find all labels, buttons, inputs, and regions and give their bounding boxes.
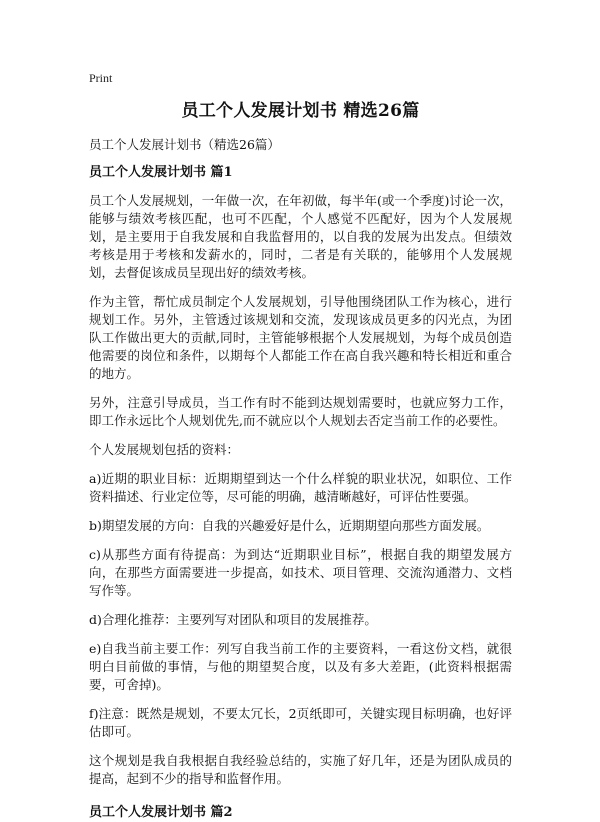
list-item-f: f)注意：既然是规划，不要太冗长，2页纸即可，关键实现目标明确，也好评估即可。 <box>89 706 512 739</box>
section-heading-2: 员工个人发展计划书 篇2 <box>89 805 233 820</box>
paragraph: 这个规划是我自我根据自我经验总结的，实施了好几年，还是为团队成员的提高，起到不少的指导和监督作用。 <box>89 753 512 786</box>
list-item-a: a)近期的职业目标：近期期望到达一个什么样貌的职业状况，如职位、工作资料描述、行业定位等，尽可能的明确，越清晰越好，可评估性要强。 <box>89 471 512 504</box>
print-link[interactable]: Print <box>89 71 113 85</box>
list-item-b: b)期望发展的方向：自我的兴趣爱好是什么，近期期望向那些方面发展。 <box>89 518 490 533</box>
list-item-d: d)合理化推荐：主要列写对团队和项目的发展推荐。 <box>89 612 377 627</box>
list-item-e: e)自我当前主要工作：列写自我当前工作的主要资料，一看这份文档，就很明白目前做的事情，与他的期望契合度，以及有多大差距，(此资料根据需要，可舍掉)。 <box>89 641 512 692</box>
paragraph: 个人发展规划包括的资料： <box>89 442 240 457</box>
paragraph: 作为主管，帮忙成员制定个人发展规划，引导他围绕团队工作为核心，进行规划工作。另外，主管透过该规划和交流，发现该成员更多的闪光点，为团队工作做出更大的贡献,同时，主管能够根据个人发展规划，为每个成员创造他需要的岗位和条件，以期每个人都能工作在高自我兴趣和特长相近和重合的地方。 <box>89 294 512 381</box>
paragraph: 另外，注意引导成员，当工作有时不能到达规划需要时，也就应努力工作，即工作永远比个人规划优先,而不就应以个人规划去否定当前工作的必要性。 <box>89 395 512 428</box>
page-title: 员工个人发展计划书 精选26篇 <box>181 101 420 121</box>
section-heading-1: 员工个人发展计划书 篇1 <box>89 165 233 180</box>
paragraph: 员工个人发展规划，一年做一次，在年初做，每半年(或一个季度)讨论一次，能够与绩效考核匹配，也可不匹配，个人感觉不匹配好，因为个人发展规划，是主要用于自我发展和自我监督用的，以自我的发展为出发点。但绩效考核是用于考核和发薪水的，同时，二者是有关联的，能够用个人发展规划，去督促该成员呈现出好的绩效考核。 <box>89 193 512 280</box>
list-item-c: c)从那些方面有待提高：为到达“近期职业目标”，根据自我的期望发展方向，在那些方面需要进一步提高，如技术、项目管理、交流沟通潜力、文档写作等。 <box>89 547 512 598</box>
document-subtitle: 员工个人发展计划书（精选26篇） <box>89 137 280 152</box>
